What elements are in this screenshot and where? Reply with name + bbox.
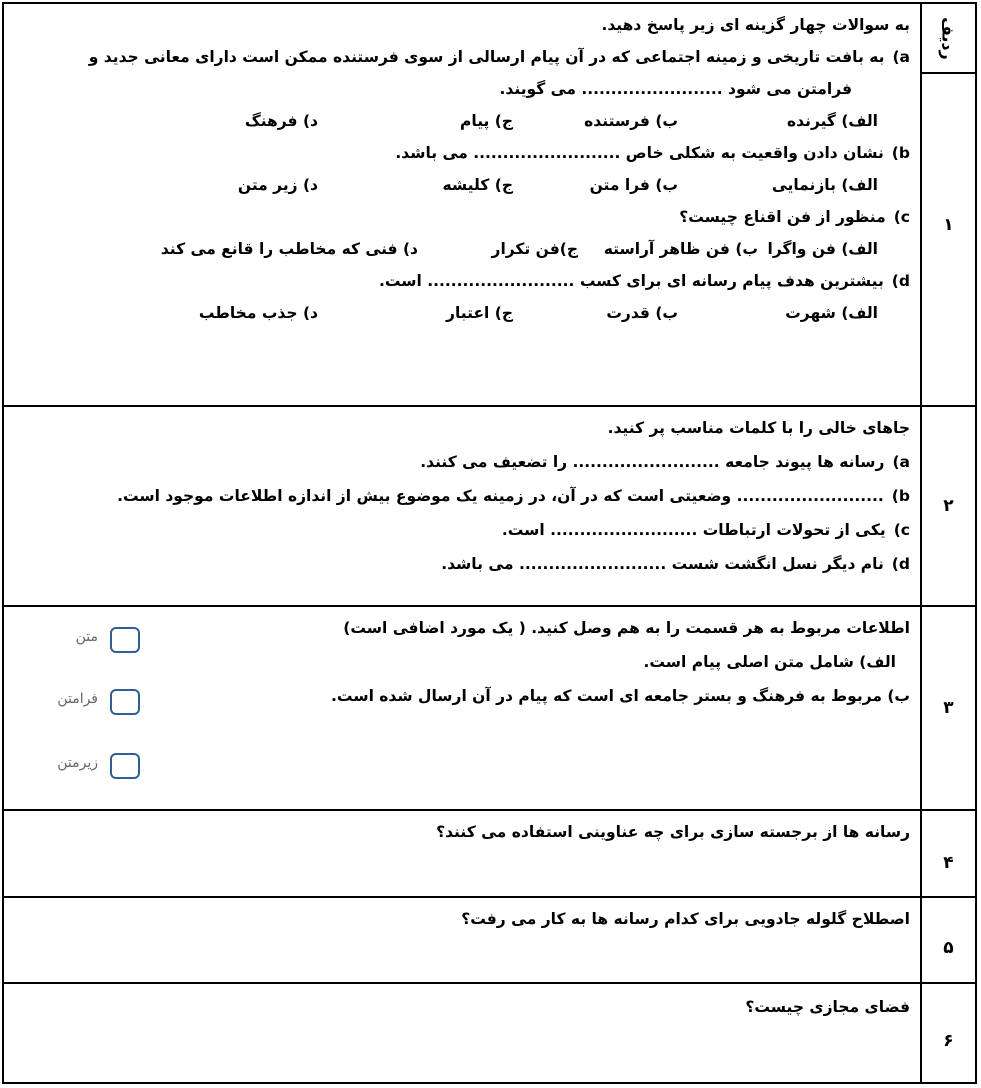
header-divider [922, 72, 975, 74]
item-label: d) [891, 272, 910, 290]
row-number-cell [920, 898, 975, 982]
question-text: رسانه ها از برجسته سازی برای چه عناوینی استفاده می کنند؟ [436, 823, 910, 841]
option-jim[interactable]: ج)فن تکرار [491, 240, 578, 258]
row-number-cell [920, 4, 975, 405]
fill-item-a: a)رسانه ها پیوند جامعه ......................... را تضعیف می کنند. [420, 453, 910, 471]
match-statement-alef: الف) شامل متن اصلی پیام است. [643, 653, 896, 671]
item-label: d) [891, 555, 910, 573]
choice-label: فرامتن [57, 691, 98, 707]
row-number-cell [920, 607, 975, 809]
question-number: ۵ [943, 938, 954, 958]
option-dal[interactable]: د) زیر متن [237, 176, 318, 194]
option-be[interactable]: ب) فرستنده [584, 112, 678, 130]
mc-options-c [12, 240, 878, 264]
item-label: a) [892, 48, 910, 66]
option-be[interactable]: ب) قدرت [606, 304, 678, 322]
question-row-2 [4, 407, 975, 607]
option-alef[interactable]: الف) گیرنده [787, 112, 878, 130]
option-dal[interactable]: د) جذب مخاطب [198, 304, 318, 322]
question-number: ۳ [943, 698, 954, 718]
item-label: b) [891, 144, 910, 162]
match-choice-faramatn[interactable] [22, 689, 162, 723]
row-number-cell [920, 984, 975, 1082]
option-be[interactable]: ب) فن ظاهر آراسته [603, 240, 758, 258]
item-label: c) [893, 208, 910, 226]
choice-label: زیرمتن [57, 755, 98, 771]
question-text: فضای مجازی چیست؟ [745, 998, 910, 1016]
question-instruction: به سوالات چهار گزینه ای زیر پاسخ دهید. [601, 16, 910, 34]
option-alef[interactable]: الف) بازنمایی [771, 176, 878, 194]
question-row-1 [4, 4, 975, 407]
match-choice-zirmatn[interactable] [22, 753, 162, 787]
mc-item-a: a)به بافت تاریخی و زمینه اجتماعی که در آن پیام ارسالی از سوی فرستنده ممکن است دارای معانی جدید و [88, 48, 910, 66]
mc-item-c: c)منظور از فن اقناع چیست؟ [679, 208, 910, 226]
option-jim[interactable]: ج) پیام [460, 112, 513, 130]
question-row-6 [4, 984, 975, 1082]
item-label: a) [892, 453, 910, 471]
question-number: ۱ [943, 214, 954, 235]
option-be[interactable]: ب) فرا متن [589, 176, 678, 194]
option-jim[interactable]: ج) کلیشه [442, 176, 513, 194]
question-content [4, 898, 920, 982]
row-label-header: ردیف [938, 16, 958, 60]
row-number-cell [920, 811, 975, 896]
fill-item-d: d)نام دیگر نسل انگشت شست ......................... می باشد. [441, 555, 910, 573]
mc-options-d [12, 304, 878, 328]
item-label: b) [891, 487, 910, 505]
option-dal[interactable]: د) فنی که مخاطب را قانع می کند [160, 240, 418, 258]
choice-label: متن [75, 629, 98, 645]
option-dal[interactable]: د) فرهنگ [244, 112, 318, 130]
match-choice-matn[interactable] [22, 627, 162, 661]
question-text: اصطلاح گلوله جادویی برای کدام رسانه ها به کار می رفت؟ [461, 910, 910, 928]
checkbox-icon[interactable] [110, 689, 140, 715]
question-row-3 [4, 607, 975, 811]
option-alef[interactable]: الف) شهرت [785, 304, 878, 322]
question-row-5 [4, 898, 975, 984]
mc-options-b [12, 176, 878, 200]
question-instruction: اطلاعات مربوط به هر قسمت را به هم وصل کنید. ( یک مورد اضافی است) [343, 619, 910, 637]
question-number: ۲ [943, 496, 954, 516]
question-content [4, 4, 920, 405]
question-content [4, 407, 920, 605]
match-statement-be: ب) مربوط به فرهنگ و بستر جامعه ای است که پیام در آن ارسال شده است. [331, 687, 910, 705]
mc-item-a-continued: فرامتن می شود ........................ می گویند. [499, 80, 852, 98]
option-alef[interactable]: الف) فن واگرا [767, 240, 878, 258]
item-label: c) [893, 521, 910, 539]
question-number: ۴ [943, 852, 954, 873]
checkbox-icon[interactable] [110, 753, 140, 779]
question-content [4, 607, 920, 809]
row-number-cell [920, 407, 975, 605]
checkbox-icon[interactable] [110, 627, 140, 653]
mc-item-d: d)بیشترین هدف پیام رسانه ای برای کسب ......................... است. [378, 272, 910, 290]
question-content [4, 984, 920, 1082]
mc-options-a [12, 112, 878, 136]
exam-sheet [2, 2, 977, 1084]
mc-item-b: b)نشان دادن واقعیت به شکلی خاص ......................... می باشد. [395, 144, 910, 162]
fill-item-c: c)یکی از تحولات ارتباطات ......................... است. [501, 521, 910, 539]
option-jim[interactable]: ج) اعتبار [446, 304, 513, 322]
question-instruction: جاهای خالی را با کلمات مناسب پر کنید. [607, 419, 910, 437]
question-content [4, 811, 920, 896]
question-number: ۶ [943, 1031, 954, 1051]
fill-item-b: b)......................... وضعیتی است که در آن، در زمینه یک موضوع بیش از اندازه اطلاعات موجود است. [117, 487, 910, 505]
question-row-4 [4, 811, 975, 898]
